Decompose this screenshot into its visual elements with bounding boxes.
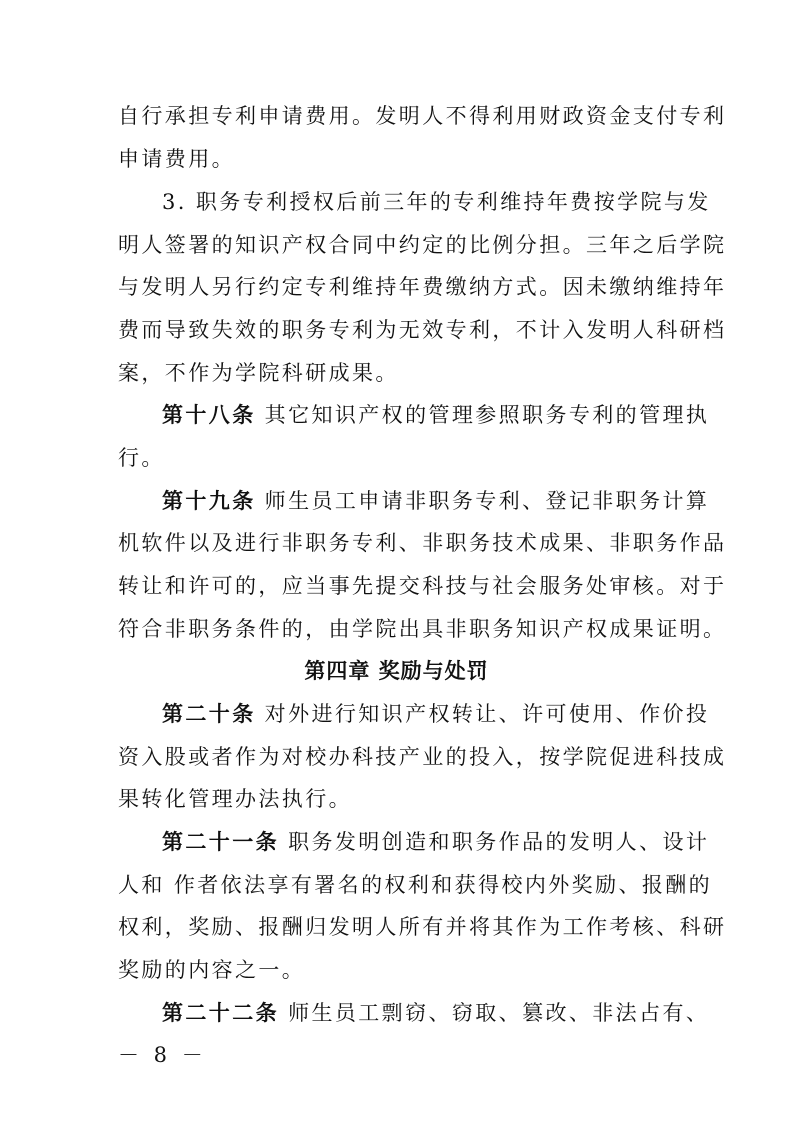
paragraph-line: 自行承担专利申请费用。发明人不得利用财政资金支付专利 xyxy=(118,104,727,128)
article-text: 对外进行知识产权转让、许可使用、作价投 xyxy=(255,702,710,726)
article-label: 第二十条 xyxy=(162,702,256,726)
article-text: 师生员工申请非职务专利、登记非职务计算 xyxy=(255,489,710,513)
chapter-heading: 第四章 奖励与处罚 xyxy=(304,659,489,683)
article-21-line xyxy=(162,828,722,856)
article-text: 师生员工剽窃、窃取、篡改、非法占有、 xyxy=(279,1001,710,1025)
article-20-line xyxy=(162,700,722,728)
article-label: 第十八条 xyxy=(162,403,256,427)
article-text: 其它知识产权的管理参照职务专利的管理执 xyxy=(255,403,710,427)
paragraph-line: 费而导致失效的职务专利为无效专利，不计入发明人科研档 xyxy=(118,318,727,342)
article-label: 第二十一条 xyxy=(162,830,279,854)
article-19-line xyxy=(162,487,722,515)
paragraph-line: 人和 作者依法享有署名的权利和获得校内外奖励、报酬的 xyxy=(118,873,713,897)
paragraph-line: 机软件以及进行非职务专利、非职务技术成果、非职务作品 xyxy=(118,531,727,555)
paragraph-line: 与发明人另行约定专利维持年费缴纳方式。因未缴纳维持年 xyxy=(118,275,727,299)
article-label: 第二十二条 xyxy=(162,1001,279,1025)
paragraph-line: 果转化管理办法执行。 xyxy=(118,787,352,811)
paragraph-line: 奖励的内容之一。 xyxy=(118,958,306,982)
paragraph-line: 符合非职务条件的，由学院出具非职务知识产权成果证明。 xyxy=(118,617,727,641)
paragraph-line: 申请费用。 xyxy=(118,147,235,171)
paragraph-line: 明人签署的知识产权合同中约定的比例分担。三年之后学院 xyxy=(118,233,727,257)
paragraph-line: 3. 职务专利授权后前三年的专利维持年费按学院与发 xyxy=(162,190,711,214)
article-text: 职务发明创造和职务作品的发明人、设计 xyxy=(279,830,710,854)
paragraph-line: 转让和许可的，应当事先提交科技与社会服务处审核。对于 xyxy=(118,574,727,598)
paragraph-line: 行。 xyxy=(118,446,165,470)
article-18-line xyxy=(162,401,722,429)
paragraph-line: 案，不作为学院科研成果。 xyxy=(118,361,399,385)
article-22-line xyxy=(162,999,722,1027)
page-number: － 8 － xyxy=(118,1043,207,1067)
paragraph-line: 资入股或者作为对校办科技产业的投入，按学院促进科技成 xyxy=(118,745,727,769)
article-label: 第十九条 xyxy=(162,489,256,513)
paragraph-line: 权利，奖励、报酬归发明人所有并将其作为工作考核、科研 xyxy=(118,915,727,939)
